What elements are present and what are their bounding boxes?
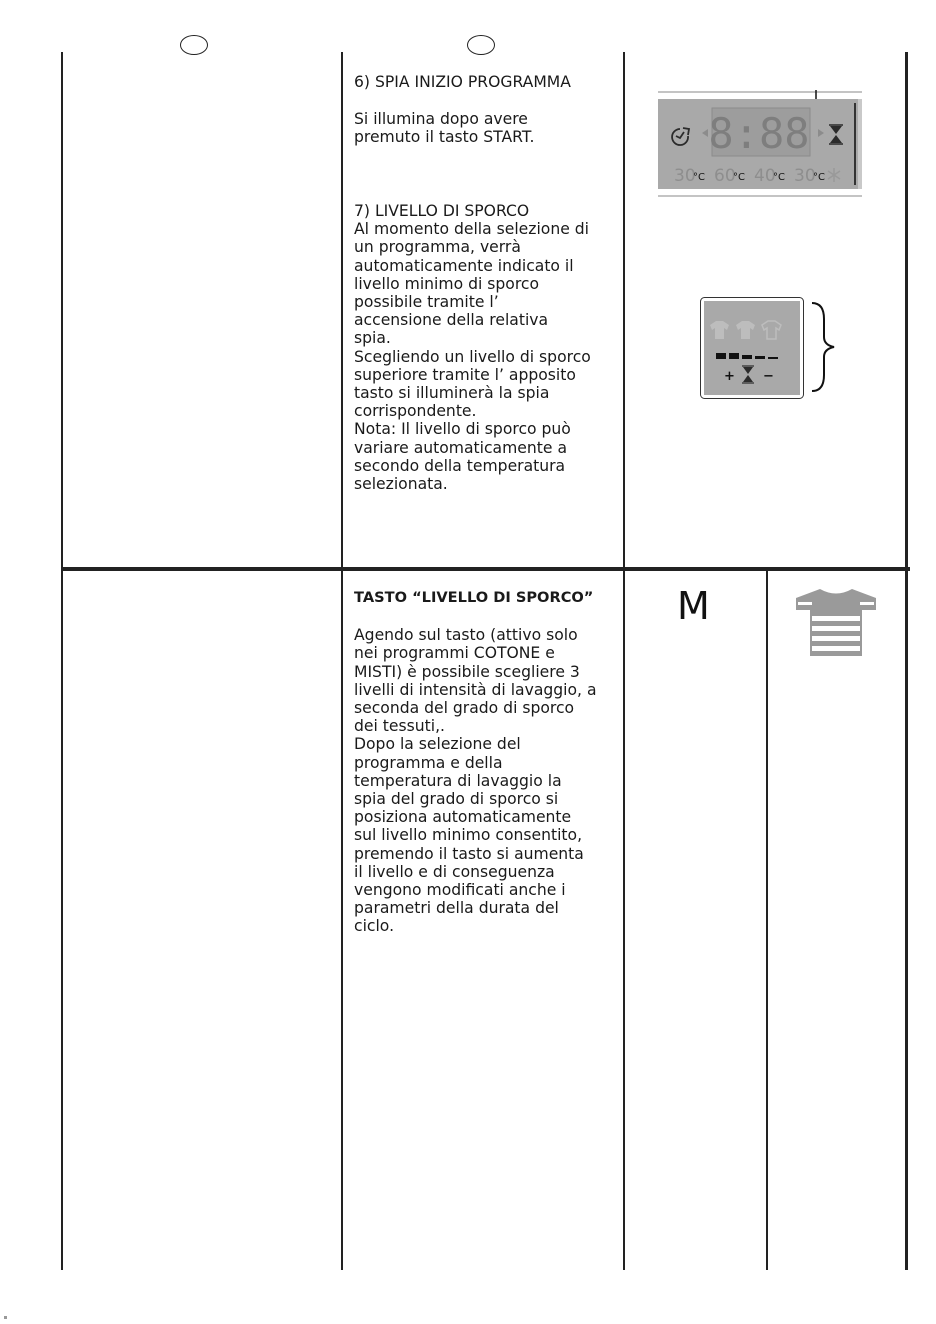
display-digits: 8:88	[708, 109, 810, 158]
section-divider	[62, 567, 910, 571]
shirt-icon	[790, 586, 882, 658]
section-6-heading: 6) SPIA INIZIO PROGRAMMA	[354, 73, 571, 91]
unit-2: °C	[733, 172, 745, 183]
column-divider-middle	[341, 52, 343, 1270]
corner-mark	[4, 1316, 7, 1319]
section-7	[354, 202, 618, 493]
section-tasto-heading: TASTO “LIVELLO DI SPORCO”	[354, 589, 594, 606]
section-7-body: Al momento della selezione di un programma, verrà automaticamente indicato il livello minimo di sporco possibile tramite l’ accensione della relativa spia. Scegliendo un livello di sporco superiore tramite l’ apposito tasto si illuminerà la spia corrispondente. Nota: Il livello di sporco può variare automaticamente a secondo della temperatura selezionata.	[354, 220, 591, 494]
temp-4: 30	[794, 166, 816, 186]
section-tasto-body: Agendo sul tasto (attivo solo nei programmi COTONE e MISTI) è possibile scegliere 3 livelli di intensità di lavaggio, a seconda del grado di sporco dei tessuti,. Dopo la selezione del programma e della temperatura di lavaggio la spia del grado di sporco si posiziona automaticamente sul livello minimo consentito, premendo il tasto si aumenta il livello e di conseguenza vengono modificati anche i parametri della durata del ciclo.	[354, 626, 597, 936]
unit-1: °C	[693, 172, 705, 183]
column-divider-icon	[766, 569, 768, 1270]
temp-2: 60	[714, 166, 736, 186]
display-panel	[658, 90, 862, 198]
section-6-body: Si illumina dopo avere premuto il tasto START.	[354, 110, 535, 147]
section-6	[354, 73, 618, 147]
minus-symbol: −	[763, 369, 774, 384]
button-symbol-m: M	[677, 584, 710, 628]
column-divider-outer	[905, 52, 908, 1270]
unit-3: °C	[773, 172, 785, 183]
plus-symbol: +	[724, 369, 735, 384]
column-divider-right	[623, 52, 625, 1270]
section-tasto	[354, 589, 618, 936]
temp-1: 30	[674, 166, 696, 186]
unit-4: °C	[813, 172, 825, 183]
brace-icon	[812, 303, 834, 391]
section-7-heading: 7) LIVELLO DI SPORCO	[354, 202, 530, 220]
temp-3: 40	[754, 166, 776, 186]
dirt-level-panel	[700, 297, 836, 399]
column-divider-left	[61, 52, 63, 1270]
language-circle-right	[467, 35, 495, 55]
language-circle-left	[180, 35, 208, 55]
